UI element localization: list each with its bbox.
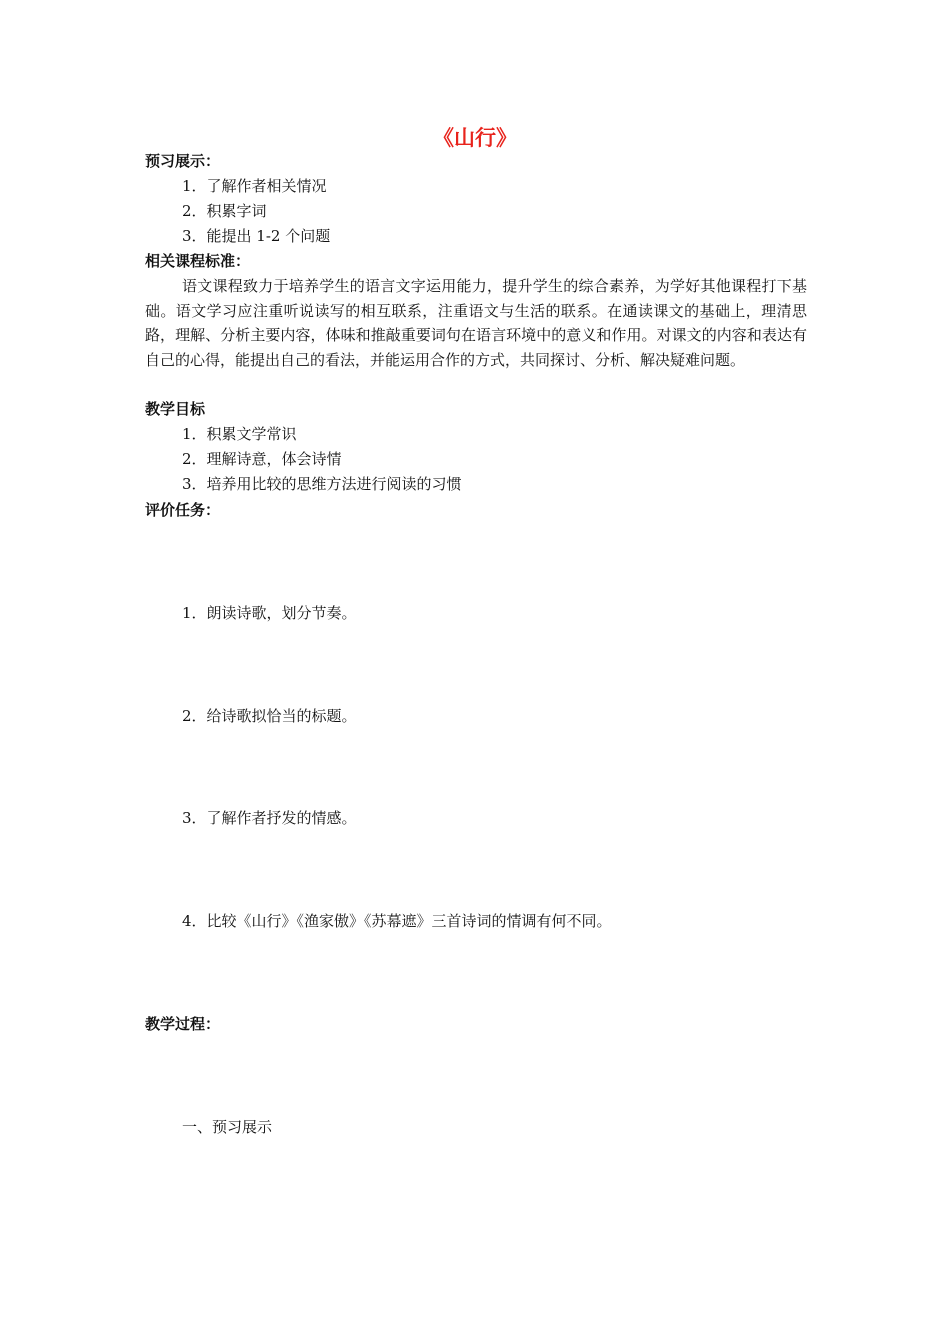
preview-heading: 预习展示： (145, 152, 221, 170)
task-item: 3．了解作者抒发的情感。 (182, 809, 357, 827)
goal-item: 3．培养用比较的思维方法进行阅读的习惯 (182, 475, 462, 493)
preview-item: 1．了解作者相关情况 (182, 177, 327, 195)
preview-item: 3．能提出 1-2 个问题 (182, 227, 331, 245)
process-item: 一、预习展示 (182, 1118, 273, 1136)
task-item: 4．比较《山行》《渔家傲》《苏幕遮》三首诗词的情调有何不同。 (182, 912, 612, 930)
goal-item: 1．积累文学常识 (182, 425, 297, 443)
standards-heading: 相关课程标准： (145, 252, 251, 270)
task-item: 2．给诗歌拟恰当的标题。 (182, 707, 357, 725)
standards-paragraph: 语文课程致力于培养学生的语言文字运用能力，提升学生的综合素养，为学好其他课程打下基础。语文学习应注重听说读写的相互联系，注重语文与生活的联系。在通读课文的基础上，理清思路，理解、分析主要内容，体味和推敲重要词句在语言环境中的意义和作用。对课文的内容和表达有自己的心得，能提出自己的看法，并能运用合作的方式，共同探讨、分析、解决疑难问题。 (145, 277, 807, 369)
goal-item: 2．理解诗意，体会诗情 (182, 450, 342, 468)
tasks-heading: 评价任务： (145, 501, 221, 519)
preview-item: 2．积累字词 (182, 202, 267, 220)
process-heading: 教学过程： (145, 1015, 221, 1033)
goals-heading: 教学目标 (145, 400, 206, 418)
document-title: 《山行》 (433, 126, 517, 150)
task-item: 1．朗读诗歌，划分节奏。 (182, 604, 357, 622)
